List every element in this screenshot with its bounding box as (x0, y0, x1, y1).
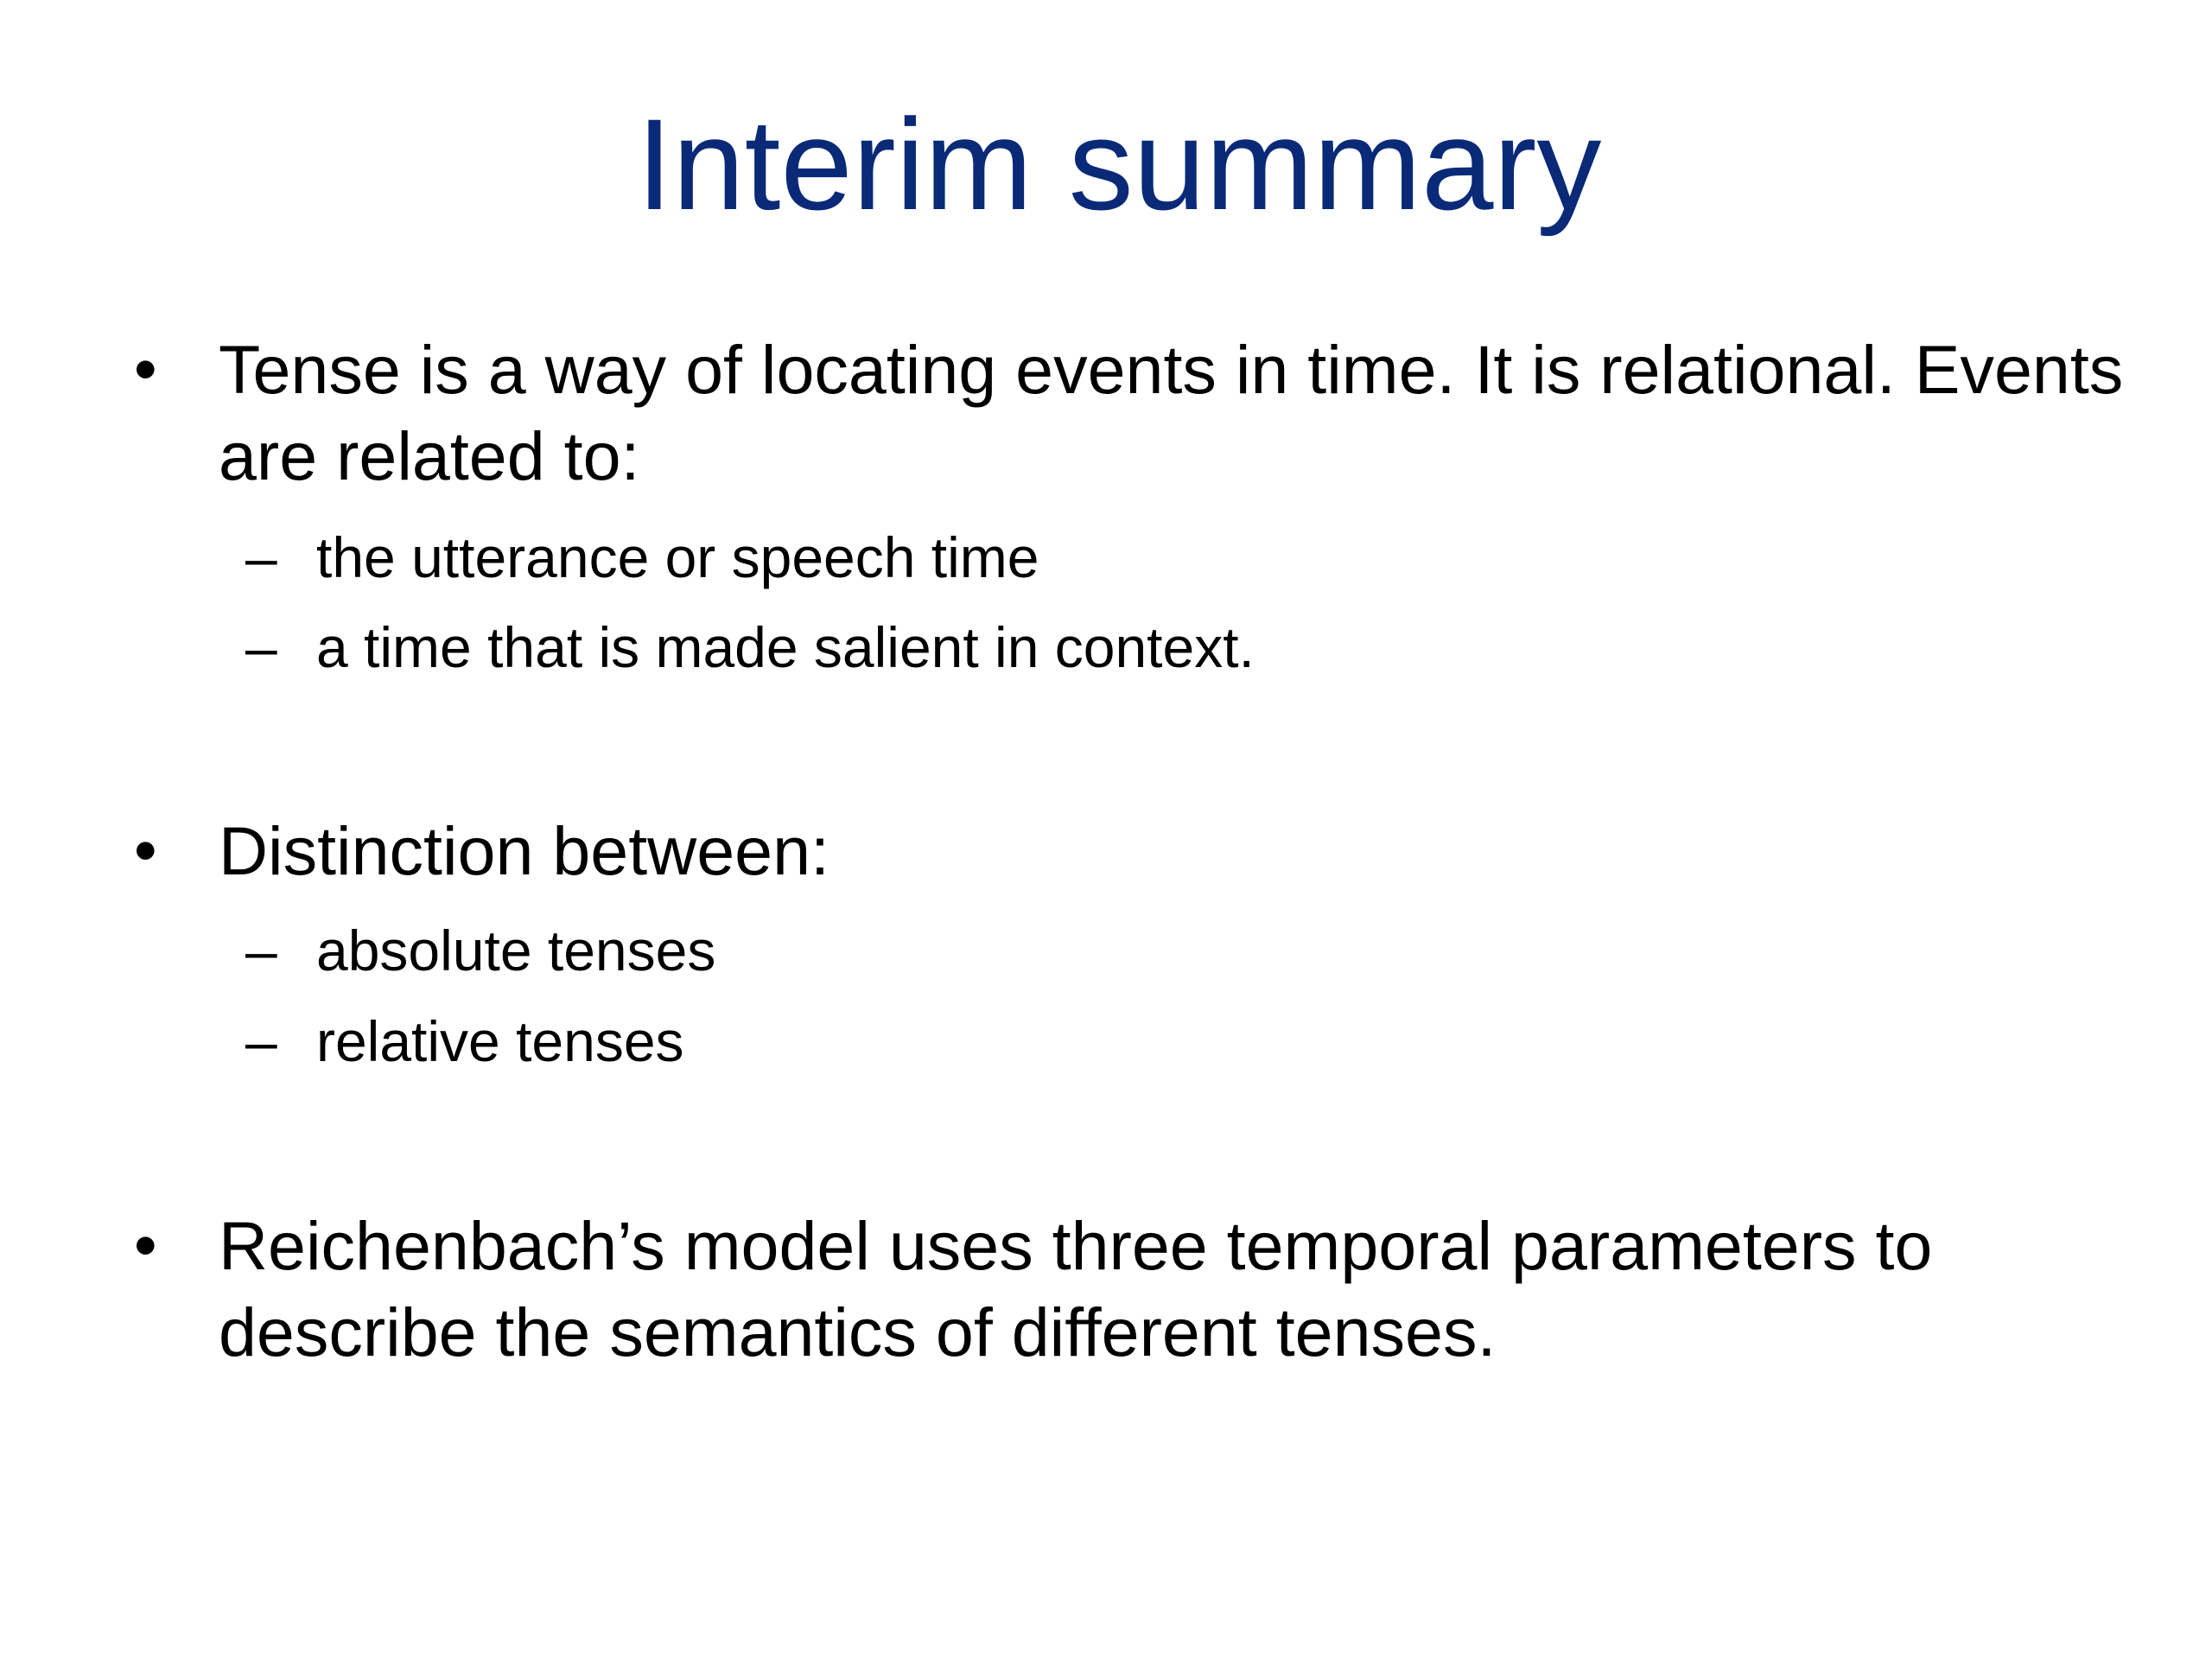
bullet-text: Reichenbach’s model uses three temporal parameters to describe the semantics of different tenses. (219, 1207, 1933, 1370)
sub-text: relative tenses (316, 1009, 684, 1073)
bullet-text: Distinction between: (219, 812, 830, 889)
sub-item-2-1 (0, 912, 2212, 989)
sub-item-2-2 (0, 1002, 2212, 1080)
sub-marker: – (245, 1009, 277, 1073)
sub-marker: – (245, 615, 277, 679)
sub-marker: – (245, 525, 277, 589)
bullet-text: Tense is a way of locating events in time. It is relational. Events are related to: (219, 331, 2124, 494)
sub-marker: – (245, 918, 277, 982)
sub-text: absolute tenses (316, 918, 716, 982)
slide-title: Interim summary (636, 92, 1602, 237)
bullet-marker: • (134, 333, 157, 406)
sub-item-1-2 (0, 608, 2212, 686)
sub-text: a time that is made salient in context. (316, 615, 1255, 679)
bullet-marker: • (134, 1209, 157, 1282)
sub-item-1-1 (0, 518, 2212, 596)
bullet-marker: • (134, 814, 157, 887)
sub-text: the utterance or speech time (316, 525, 1039, 589)
